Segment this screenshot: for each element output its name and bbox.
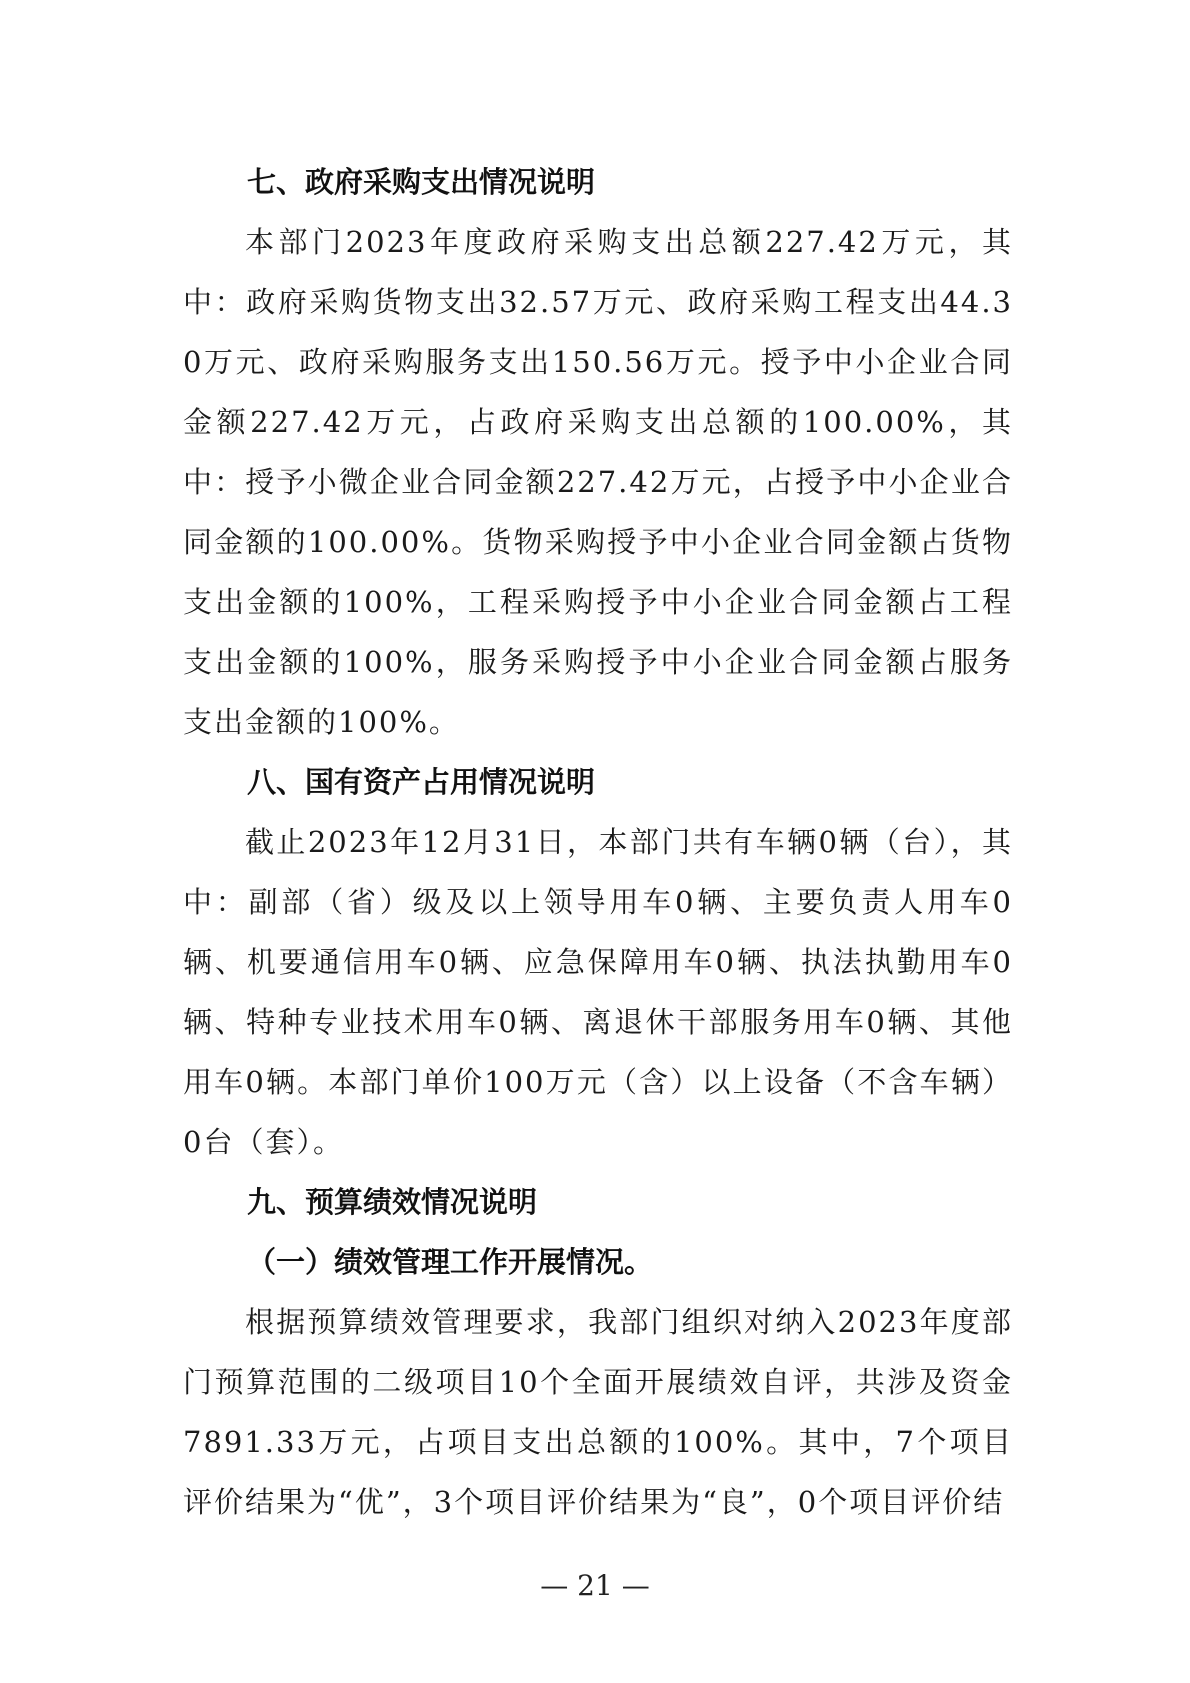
paragraph-state-assets: 截止2023年12月31日，本部门共有车辆0辆（台），其中：副部（省）级及以上领导用车0辆、主要负责人用车0辆、机要通信用车0辆、应急保障用车0辆、执法执勤用车0辆、特种专业技术用车0辆、离退休干部服务用车0辆、其他用车0辆。本部门单价100万元（含）以上设备（不含车辆）0台（套）。: [183, 825, 1013, 1159]
paragraph-procurement: 本部门2023年度政府采购支出总额227.42万元，其中：政府采购货物支出32.57万元、政府采购工程支出44.30万元、政府采购服务支出150.56万元。授予中小企业合同金额227.42万元，占政府采购支出总额的100.00%，其中：授予小微企业合同金额227.42万元，占授予中小企业合同金额的100.00%。货物采购授予中小企业合同金额占货物支出金额的100%，工程采购授予中小企业合同金额占工程支出金额的100%，服务采购授予中小企业合同金额占服务支出金额的100%。: [183, 225, 1013, 739]
paragraph-performance-management: 根据预算绩效管理要求，我部门组织对纳入2023年度部门预算范围的二级项目10个全面开展绩效自评，共涉及资金7891.33万元，占项目支出总额的100%。其中，7个项目评价结果为“优”，3个项目评价结果为“良”，0个项目评价结: [183, 1305, 1013, 1519]
subheading-performance-management: （一）绩效管理工作开展情况。: [247, 1245, 654, 1279]
section-heading-state-assets: 八、国有资产占用情况说明: [247, 765, 596, 799]
page-content: [183, 152, 1013, 1532]
section-heading-performance: 九、预算绩效情况说明: [247, 1185, 538, 1219]
section-heading-procurement: 七、政府采购支出情况说明: [247, 165, 596, 199]
page-number: — 21 —: [540, 1569, 650, 1602]
